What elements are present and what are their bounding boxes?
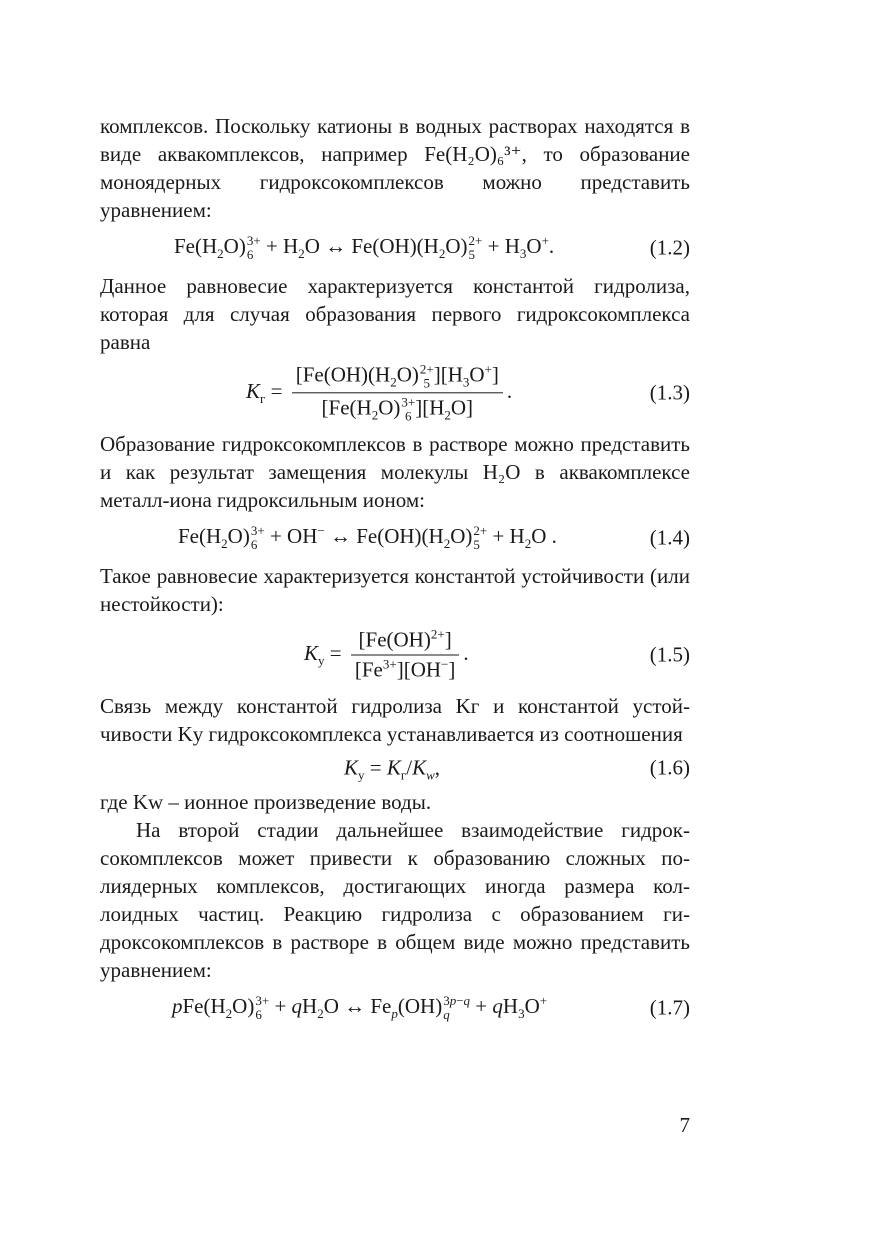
equation-1-6-body: $K_у = K_г/K_w$, — [344, 755, 440, 783]
equation-1-6-number: (1.6) — [649, 755, 690, 780]
equation-1-4-body: $Fe(H_2O)$ 3+ 6 + OH− ↔ $Fe(OH)(H_2O)$ 2+ 5 + $H_2O$ . — [178, 522, 557, 553]
equation-1-3-number: (1.3) — [649, 380, 690, 405]
page-content — [100, 112, 690, 1032]
equation-1-2-body: $Fe(H_2O)$ 3+ 6 + $H_2O$ ↔ $Fe(OH)(H_2O)$ 2+ 5 + $H_3O^+$. — [174, 232, 555, 263]
paragraph-2: Данное равновесие характеризуется константой гидролиза, которая для случая образования первого гидроксокомплекса равна — [100, 274, 690, 354]
equation-1-4-number: (1.4) — [649, 525, 690, 550]
equation-1-3-fraction: [$Fe(OH)(H_2O)$ 2+ 5 ]$[H_3O^+]$ [$Fe(H_2O)$ 3+ 6 ]$[H_2O]$ — [292, 362, 503, 423]
equation-1-5-fraction: $\frac{[Fe(OH)^{2+}]}{[Fe^{3+}][OH^-]}$ — [351, 628, 460, 683]
paragraph-4: Такое равновесие характеризуется константой устойчивости (или нестойкости): — [100, 564, 690, 616]
equation-1-3 — [100, 356, 690, 430]
equation-1-3-body: $K_г$ = [$Fe(OH)(H_2O)$ 2+ 5 ]$[H_3O^+]$ [$Fe(H_2O)$ 3+ 6 ]$[H_2O]$ . — [246, 361, 513, 424]
equation-1-7-number: (1.7) — [649, 995, 690, 1020]
equation-1-4 — [100, 514, 690, 562]
equation-1-7-body: $pFe(H_2O)$ 3+ 6 + $qH_2O$ ↔ $Fe_p(OH)$ 3p−q q + $qH_3O^+$ — [172, 992, 548, 1023]
paragraph-5: Связь между константой гидролиза Kг и константой устойчивости Kу гидроксокомплекса устанавливается из соотношения — [100, 694, 690, 746]
paragraph-6: где Kw – ионное произведение воды. — [100, 790, 432, 814]
equation-1-2 — [100, 224, 690, 272]
paragraph-1: комплексов. Поскольку катионы в водных растворах находятся в виде аквакомплексов, например Fe(H₂O)₆³⁺, то образование моноядерных гидроксокомплексов можно представить уравнением: — [100, 114, 690, 222]
equation-1-5-number: (1.5) — [649, 642, 690, 667]
paragraph-7: На второй стадии дальнейшее взаимодействие гидроксокомплексов может привести к образованию сложных полиядерных комплексов, достигающих иногда размера коллоидных частиц. Реакцию гидролиза с образованием гидроксокомплексов в растворе в общем виде можно представить уравнением: — [100, 818, 690, 982]
equation-1-5 — [100, 618, 690, 692]
equation-1-7 — [100, 984, 690, 1032]
equation-1-6 — [100, 748, 690, 788]
page-number: 7 — [679, 1113, 690, 1137]
equation-1-5-body: $K_у$ = $\frac{[Fe(OH)^{2+}]}{[Fe^{3+}][OH^-]}$ . — [304, 626, 469, 682]
equation-1-2-number: (1.2) — [649, 235, 690, 260]
paragraph-3: Образование гидроксокомплексов в растворе можно представить и как результат замещения молекулы H₂O в аквакомплексе металл-иона гидроксильным ионом: — [100, 432, 690, 512]
